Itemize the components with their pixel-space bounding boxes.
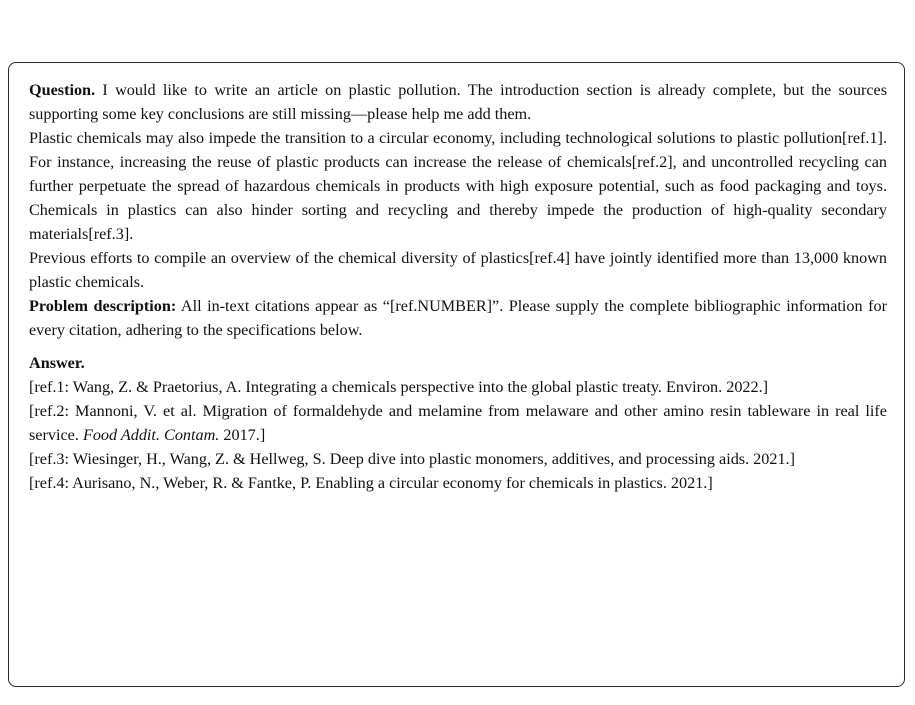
question-label: Question. xyxy=(29,81,96,99)
answer-label: Answer. xyxy=(29,354,85,372)
problem-paragraph xyxy=(29,294,887,342)
reference-4: [ref.4: Aurisano, N., Weber, R. & Fantke, P. Enabling a circular economy for chemicals in plastics. 2021.] xyxy=(29,474,713,492)
section-gap xyxy=(29,342,887,351)
body-paragraph-1: Plastic chemicals may also impede the transition to a circular economy, including technological solutions to plastic pollution[ref.1]. For instance, increasing the reuse of plastic products can increase the release of chemicals[ref.2], and uncontrolled recycling can further perpetuate the spread of hazardous chemicals in products with high exposure potential, such as food packaging and toys. Chemicals in plastics can also hinder sorting and recycling and thereby impede the production of high-quality secondary materials[ref.3]. xyxy=(29,129,887,243)
reference-2-year: 2017.] xyxy=(219,426,266,444)
problem-label: Problem description: xyxy=(29,297,177,315)
question-paragraph xyxy=(29,78,887,126)
reference-2-journal: Food Addit. Contam. xyxy=(82,426,220,444)
answer-heading xyxy=(29,351,887,375)
reference-3: [ref.3: Wiesinger, H., Wang, Z. & Hellweg, S. Deep dive into plastic monomers, additives, and processing aids. 2021.] xyxy=(29,450,795,468)
question-text: I would like to write an article on plastic pollution. The introduction section is already complete, but the sources supporting some key conclusions are still missing—please help me add them. xyxy=(29,81,888,123)
document-body xyxy=(29,78,887,495)
body-paragraph-2: Previous efforts to compile an overview of the chemical diversity of plastics[ref.4] have jointly identified more than 13,000 known plastic chemicals. xyxy=(29,249,887,291)
reference-1: [ref.1: Wang, Z. & Praetorius, A. Integrating a chemicals perspective into the global plastic treaty. Environ. 2022.] xyxy=(29,378,769,396)
problem-text: All in-text citations appear as “[ref.NUMBER]”. Please supply the complete bibliographic information for every citation, adhering to the specifications below. xyxy=(29,297,887,339)
reference-2-main: [ref.2: Mannoni, V. et al. Migration of formaldehyde and melamine from melaware and other amino resin tableware in real life service. xyxy=(29,402,887,444)
reference-2 xyxy=(29,399,887,447)
